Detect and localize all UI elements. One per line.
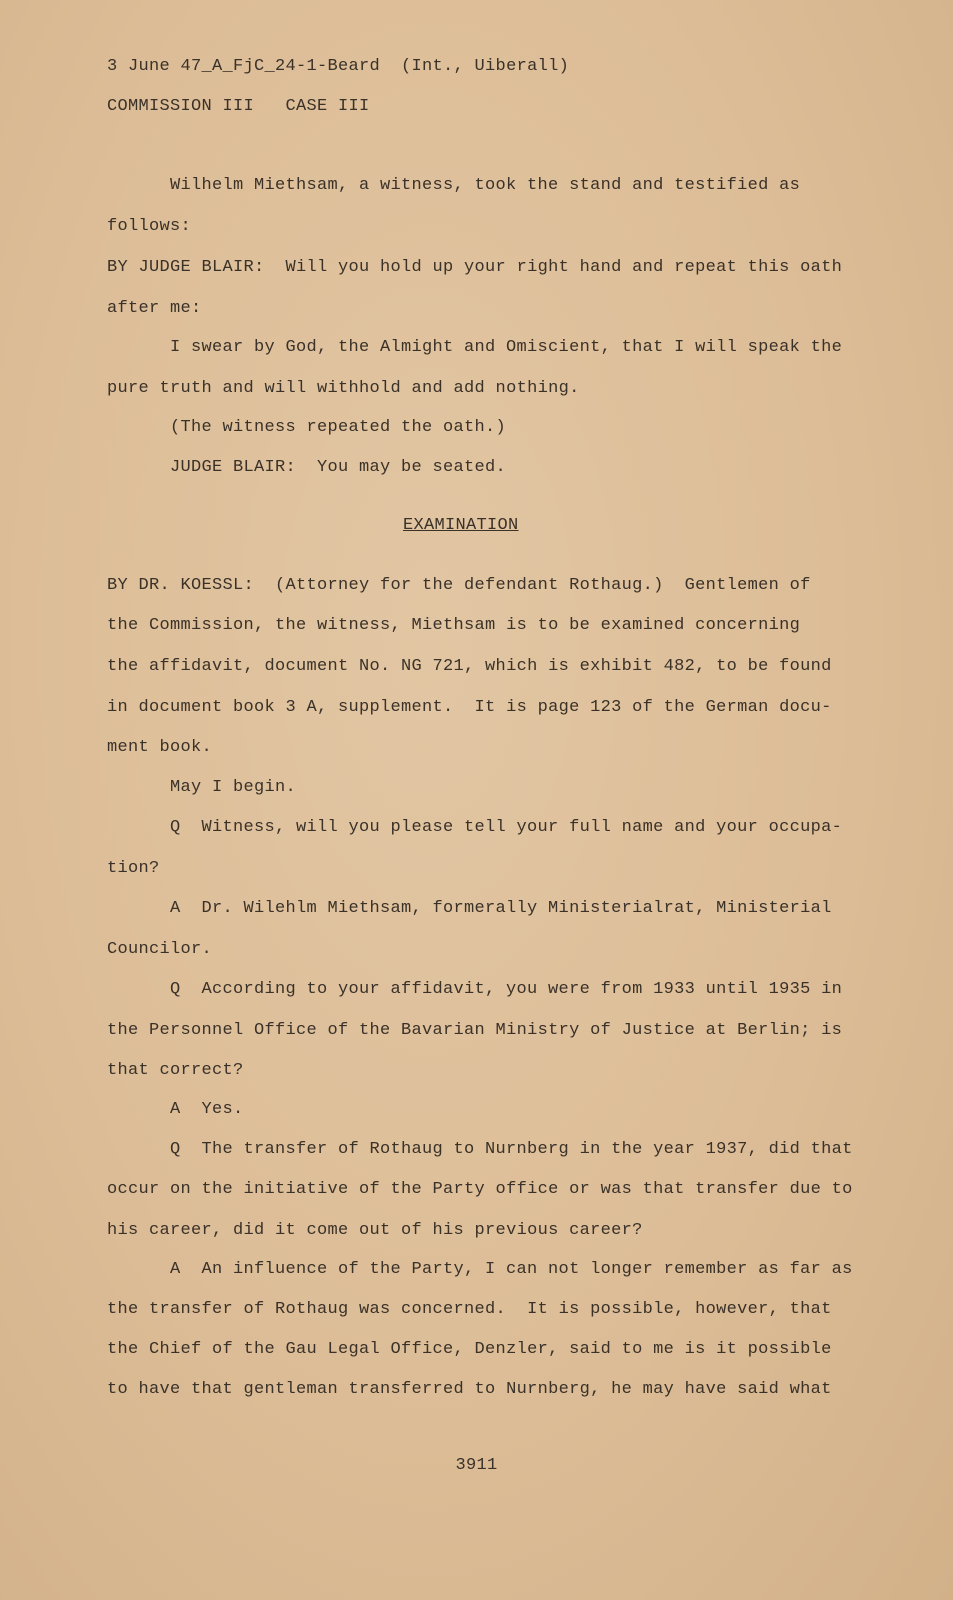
body-line: JUDGE BLAIR: You may be seated.	[170, 458, 507, 477]
body-line: the Personnel Office of the Bavarian Ministry of Justice at Berlin; is	[107, 1021, 843, 1040]
body-line: A An influence of the Party, I can not longer remember as far as	[170, 1260, 853, 1279]
section-heading: EXAMINATION	[403, 516, 519, 535]
body-line: to have that gentleman transferred to Nurnberg, he may have said what	[107, 1380, 832, 1399]
body-line: pure truth and will withhold and add nothing.	[107, 379, 580, 398]
body-line: the Chief of the Gau Legal Office, Denzler, said to me is it possible	[107, 1340, 832, 1359]
body-line: follows:	[107, 217, 192, 236]
body-line: in document book 3 A, supplement. It is page 123 of the German docu-	[107, 698, 832, 717]
body-line: BY DR. KOESSL: (Attorney for the defendant Rothaug.) Gentlemen of	[107, 576, 811, 595]
body-line: Wilhelm Miethsam, a witness, took the stand and testified as	[170, 176, 801, 195]
header-commission: COMMISSION III CASE III	[107, 97, 370, 116]
body-line: ment book.	[107, 738, 213, 757]
body-line: BY JUDGE BLAIR: Will you hold up your right hand and repeat this oath	[107, 258, 843, 277]
body-line: that correct?	[107, 1061, 244, 1080]
body-line: tion?	[107, 859, 160, 878]
body-line: A Yes.	[170, 1100, 244, 1119]
body-line: I swear by God, the Almight and Omiscient, that I will speak the	[170, 338, 843, 357]
body-line: (The witness repeated the oath.)	[170, 418, 507, 437]
header-reference: 3 June 47_A_FjC_24-1-Beard (Int., Uiberall)	[107, 57, 570, 76]
body-line: May I begin.	[170, 778, 297, 797]
body-line: the transfer of Rothaug was concerned. It is possible, however, that	[107, 1300, 832, 1319]
body-line: the affidavit, document No. NG 721, which is exhibit 482, to be found	[107, 657, 832, 676]
body-line: the Commission, the witness, Miethsam is to be examined concerning	[107, 616, 801, 635]
page-number: 3911	[455, 1456, 498, 1475]
body-line: after me:	[107, 299, 202, 318]
body-line: Q Witness, will you please tell your full name and your occupa-	[170, 818, 843, 837]
body-line: his career, did it come out of his previous career?	[107, 1221, 643, 1240]
body-line: occur on the initiative of the Party office or was that transfer due to	[107, 1180, 853, 1199]
body-line: A Dr. Wilehlm Miethsam, formerally Ministerialrat, Ministerial	[170, 899, 832, 918]
body-line: Q According to your affidavit, you were from 1933 until 1935 in	[170, 980, 843, 999]
body-line: Q The transfer of Rothaug to Nurnberg in the year 1937, did that	[170, 1140, 853, 1159]
body-line: Councilor.	[107, 940, 213, 959]
